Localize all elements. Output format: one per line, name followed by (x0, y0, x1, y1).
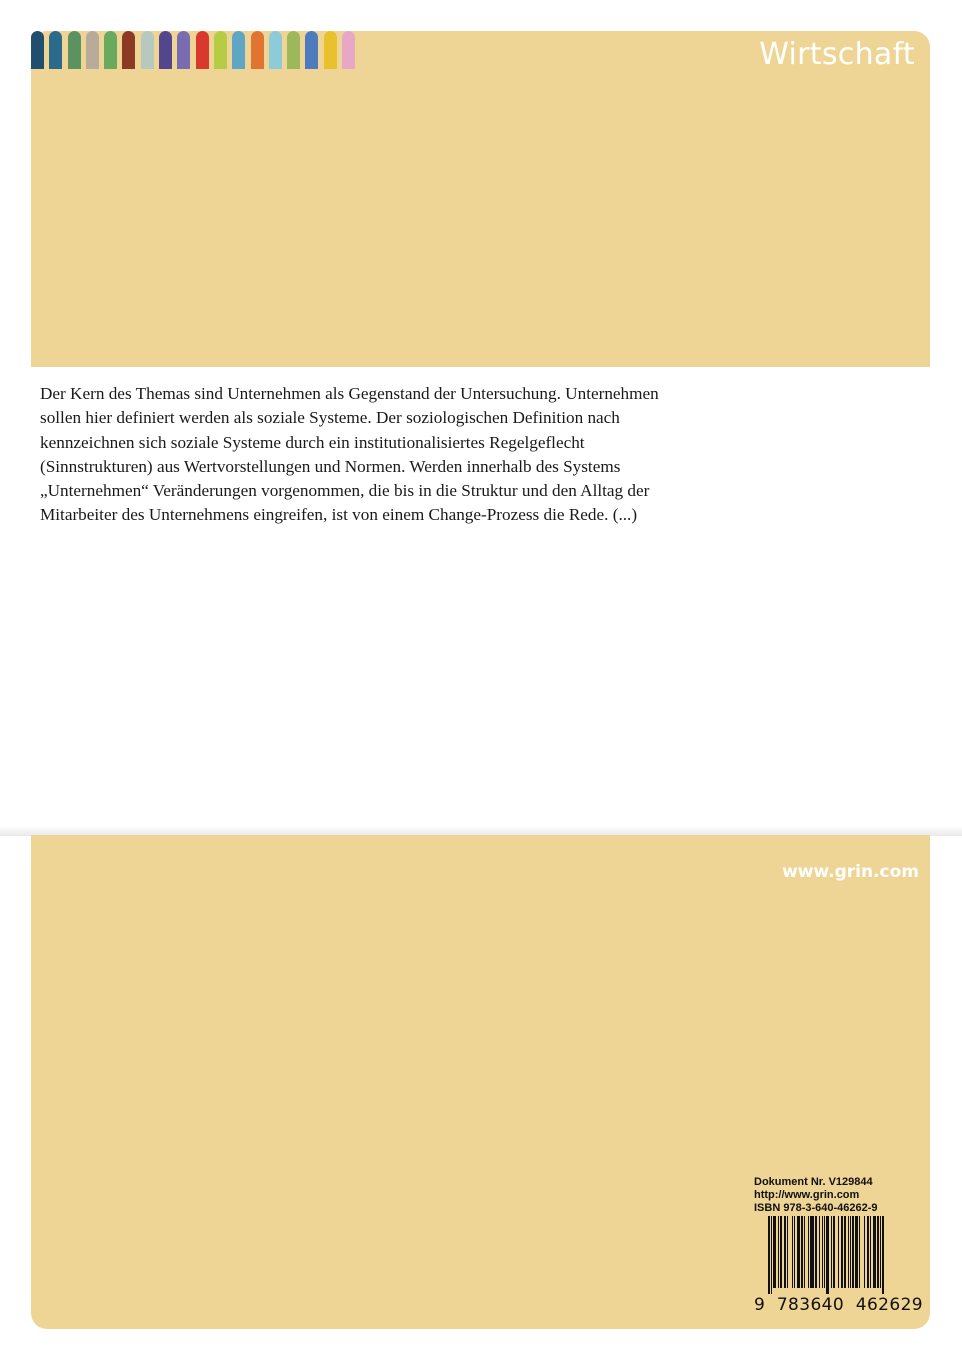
barcode-bar (780, 1216, 782, 1288)
barcode-bar (873, 1216, 876, 1288)
barcode-bar (838, 1216, 839, 1288)
barcode-bar (771, 1216, 772, 1294)
barcode-bar (877, 1216, 879, 1288)
barcode-bar (822, 1216, 823, 1288)
document-info (754, 1176, 878, 1215)
color-tab (342, 31, 355, 69)
color-tab (251, 31, 264, 69)
barcode-bar (882, 1216, 884, 1294)
barcode-bar (870, 1216, 871, 1288)
barcode-bar (855, 1216, 858, 1288)
barcode-bar (797, 1216, 800, 1288)
barcode-bar (778, 1216, 779, 1288)
cover-top-panel (31, 31, 930, 367)
barcode-bar (850, 1216, 851, 1288)
document-url: http://www.grin.com (754, 1189, 860, 1201)
barcode-bar (792, 1216, 793, 1288)
barcode-bar (773, 1216, 776, 1288)
color-tab (305, 31, 318, 69)
barcode-bar (859, 1216, 860, 1288)
color-tab (232, 31, 245, 69)
color-tab (86, 31, 99, 69)
barcode-bar (848, 1216, 849, 1288)
barcode-bar (794, 1216, 795, 1288)
isbn: ISBN 978-3-640-46262-9 (754, 1202, 878, 1214)
publisher-url: www.grin.com (782, 862, 919, 882)
barcode-bar (801, 1216, 803, 1288)
barcode-number: 9 783640 462629 (754, 1295, 924, 1315)
barcode-bar (880, 1216, 881, 1288)
color-tab (177, 31, 190, 69)
color-tab (31, 31, 44, 69)
barcode (754, 1216, 924, 1320)
color-tab (324, 31, 337, 69)
color-tab (122, 31, 135, 69)
color-tab (269, 31, 282, 69)
barcode-bar (808, 1216, 809, 1288)
color-tab (141, 31, 154, 69)
barcode-bar (864, 1216, 865, 1288)
document-number: Dokument Nr. V129844 (754, 1176, 873, 1188)
book-description: Der Kern des Themas sind Unternehmen als Gegenstand der Untersuchung. Unternehmen sollen hier definiert werden als soziale Systeme. Der soziologischen Definition nach kennzeichnen sich soziale Systeme durch ein institutionalisiertes Regelgeflecht (Sinnstrukturen) aus Wertvorstellungen und Normen. Werden innerhalb des Systems „Unternehmen“ Veränderungen vorgenommen, die bis in die Struktur und den Alltag der Mitarbeiter des Unternehmens eingreifen, ist von einem Change-Prozess die Rede. (...) (40, 384, 659, 525)
color-tab (214, 31, 227, 69)
category-label: Wirtschaft (759, 37, 915, 72)
barcode-bar (831, 1216, 832, 1288)
cover-bottom-panel (31, 835, 930, 1329)
barcode-bar (824, 1216, 825, 1288)
barcode-bar (815, 1216, 817, 1288)
barcode-bar (826, 1216, 829, 1294)
color-tab (68, 31, 81, 69)
barcode-bar (784, 1216, 786, 1288)
barcode-bar (819, 1216, 820, 1288)
color-tab (49, 31, 62, 69)
color-tab (196, 31, 209, 69)
barcode-bar (841, 1216, 843, 1288)
barcode-bar (810, 1216, 814, 1288)
barcode-bars (754, 1216, 920, 1296)
barcode-bar (804, 1216, 805, 1288)
color-tab (104, 31, 117, 69)
barcode-bar (768, 1216, 770, 1294)
barcode-bar (867, 1216, 869, 1288)
color-tab (287, 31, 300, 69)
barcode-bar (833, 1216, 835, 1288)
barcode-bar (844, 1216, 846, 1288)
color-strip (31, 31, 360, 69)
barcode-bar (787, 1216, 788, 1288)
barcode-bar (852, 1216, 854, 1288)
color-tab (159, 31, 172, 69)
